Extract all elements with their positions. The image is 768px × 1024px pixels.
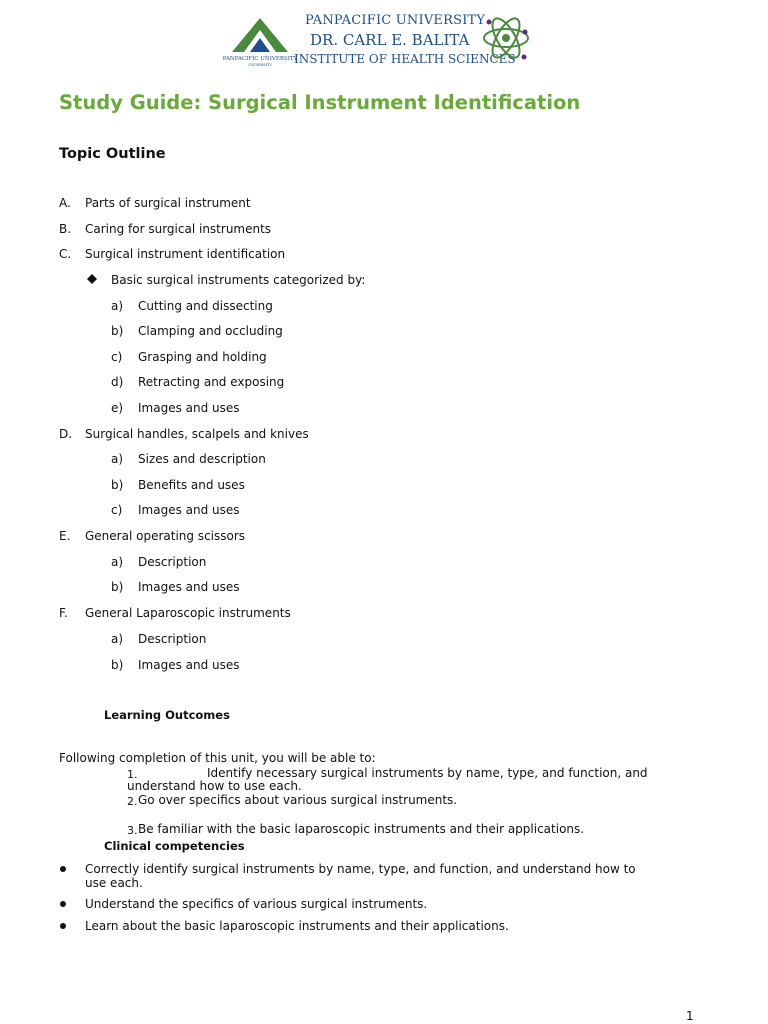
sub-letter: b) [111,478,124,492]
sub-item: Images and uses [138,503,240,517]
sub-letter: b) [111,324,124,338]
outline-letter: B. [59,222,72,236]
outcome-text: Identify necessary surgical instruments by name, type, and function, and [207,766,648,780]
bullet-icon [60,866,66,872]
clinical-competencies-heading: Clinical competencies [104,839,245,853]
sub-item: Images and uses [138,658,240,672]
outline-subheading: Basic surgical instruments categorized by: [111,273,366,287]
page-number: 1 [686,1009,694,1023]
sub-item: Description [138,555,207,569]
outline-letter: F. [59,606,68,620]
sub-letter: b) [111,658,124,672]
svg-text:UNIVERSITY: UNIVERSITY [248,63,272,67]
outline-letter: D. [59,427,73,441]
sub-item: Grasping and holding [138,350,267,364]
bullet-icon [60,901,66,907]
sub-letter: c) [111,503,123,517]
sub-item: Clamping and occluding [138,324,283,338]
diamond-bullet-icon [87,274,97,284]
outline-item: Surgical instrument identification [85,247,286,261]
competency-item: Learn about the basic laparoscopic instruments and their applications. [85,919,509,933]
logo-caption: PANPACIFIC UNIVERSITY [222,56,298,62]
outline-letter: C. [59,247,72,261]
atom-logo-icon [480,10,532,66]
competency-item: Correctly identify surgical instruments by name, type, and function, and understand how to use each. [85,862,636,890]
institute-name: INSTITUTE OF HEALTH SCIENCES [294,52,516,66]
outline-letter: E. [59,529,71,543]
outline-item: General operating scissors [85,529,246,543]
sub-letter: a) [111,632,124,646]
outcome-text: Be familiar with the basic laparoscopic instruments and their applications. [138,822,585,836]
learning-outcomes-intro: Following completion of this unit, you will be able to: [59,751,376,765]
outcome-text-continued: understand how to use each. [127,779,302,793]
sub-letter: e) [111,401,124,415]
sub-item: Images and uses [138,401,240,415]
outline-letter: A. [59,196,71,210]
sub-item: Retracting and exposing [138,375,285,389]
sub-letter: a) [111,299,124,313]
dean-name: DR. CARL E. BALITA [310,31,470,49]
outcome-number: 2. [127,795,138,808]
outline-item: Parts of surgical instrument [85,196,251,210]
sub-letter: c) [111,350,123,364]
bullet-icon [60,923,66,929]
sub-item: Images and uses [138,580,240,594]
outline-item: Caring for surgical instruments [85,222,272,236]
university-name: PANPACIFIC UNIVERSITY [305,13,486,28]
sub-item: Description [138,632,207,646]
learning-outcomes-heading: Learning Outcomes [104,708,230,722]
sub-item: Sizes and description [138,452,266,466]
sub-letter: d) [111,375,124,389]
university-logo-icon [222,14,298,68]
sub-item: Cutting and dissecting [138,299,273,313]
sub-letter: a) [111,555,124,569]
sub-item: Benefits and uses [138,478,245,492]
competency-item: Understand the specifics of various surgical instruments. [85,897,428,911]
sub-letter: a) [111,452,124,466]
page-title: Study Guide: Surgical Instrument Identification [59,91,581,114]
outline-item: Surgical handles, scalpels and knives [85,427,309,441]
outcome-number: 1. [127,768,138,781]
sub-letter: b) [111,580,124,594]
outcome-number: 3. [127,824,138,837]
outcome-text: Go over specifics about various surgical instruments. [138,793,458,807]
outline-item: General Laparoscopic instruments [85,606,291,620]
topic-outline-heading: Topic Outline [59,146,166,162]
